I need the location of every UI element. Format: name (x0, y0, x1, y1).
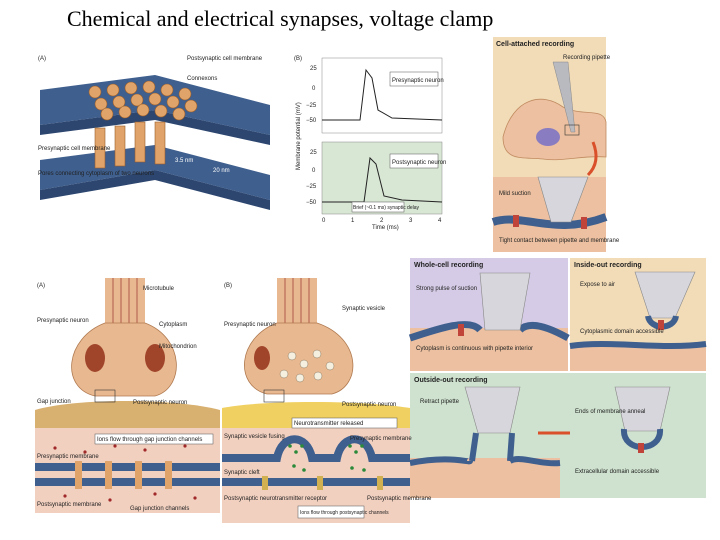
outside-out-panel (410, 373, 706, 498)
x-tick: 2 (380, 218, 384, 224)
postsynaptic-cell (35, 401, 220, 428)
inside-out-panel (570, 258, 706, 371)
panel-label-b2: (B) (224, 283, 232, 289)
cytoplasmic-domain-label: Cytoplasmic domain accessible (580, 329, 664, 335)
top-tick: 25 (310, 66, 317, 72)
x-tick: 4 (438, 218, 442, 224)
channel (513, 215, 519, 227)
ends-anneal-label: Ends of membrane anneal (575, 409, 646, 415)
postsynaptic-neuron-label: Postsynaptic neuron (133, 400, 188, 406)
dimension-label-2: 20 nm (213, 168, 230, 174)
microtubule-label: Microtubule (143, 286, 175, 292)
nucleus (536, 128, 560, 146)
panel-label-a2: (A) (37, 283, 45, 289)
presynaptic-label: Presynaptic neuron (392, 78, 444, 84)
chem-presynaptic-label: Presynaptic neuron (224, 322, 276, 328)
pre-membrane-label: Presynaptic cell membrane (38, 146, 111, 152)
gap-channels-label: Gap junction channels (130, 506, 190, 512)
post-membrane-strip (35, 478, 220, 486)
x-tick: 0 (322, 218, 326, 224)
top-tick: 0 (312, 86, 316, 92)
pre-membrane-strip (35, 463, 220, 471)
chem-postsynaptic-label: Postsynaptic neuron (342, 402, 397, 408)
top-tick: −25 (306, 103, 317, 109)
dimension-label-1: 3.5 nm (175, 158, 194, 164)
top-graph-frame (322, 58, 442, 133)
presynaptic-neuron-label: Presynaptic neuron (37, 318, 89, 324)
x-axis-label: Time (ms) (372, 225, 399, 231)
pre-membrane-label-e: Presynaptic membrane (37, 454, 99, 460)
y-axis-label: Membrane potential (mV) (296, 102, 302, 170)
cell-attached-panel (493, 37, 620, 252)
mitochondrion-label: Mitochondrion (159, 344, 197, 350)
synaptic-cleft-label: Synaptic cleft (224, 470, 260, 476)
connexons-label: Connexons (187, 76, 218, 82)
gap-junction-figure (35, 50, 290, 215)
bottom-tick: 25 (310, 150, 317, 156)
chem-ions-label: Ions flow through postsynaptic channels (300, 510, 389, 516)
cell-attached-title: Cell-attached recording (496, 41, 575, 48)
receptor-label: Postsynaptic neurotransmitter receptor (224, 496, 328, 502)
post-membrane-label-e: Postsynaptic membrane (37, 502, 102, 508)
potential-graphs (292, 50, 450, 230)
postsynaptic-label: Postsynaptic neuron (392, 160, 447, 166)
delay-note: Brief (~0.1 ms) synaptic delay (353, 205, 419, 211)
whole-cell-title: Whole-cell recording (414, 262, 484, 269)
channel (638, 443, 644, 453)
vesicle-fusing-label: Synaptic vesicle fusing (224, 434, 285, 440)
panel-label-b: (B) (294, 56, 302, 62)
axon (105, 278, 145, 328)
chem-mitochondrion (254, 346, 270, 370)
bottom-tick: −25 (306, 184, 317, 190)
nt-released-label: Neurotransmitter released (294, 421, 364, 427)
expose-air-label: Expose to air (580, 282, 616, 288)
channel (458, 324, 464, 336)
panel-label: (A) (38, 56, 46, 62)
chem-axon (277, 278, 317, 328)
extracellular-domain-label: Extracellular domain accessible (575, 469, 660, 475)
page-title: Chemical and electrical synapses, voltage clamp (67, 6, 494, 31)
x-tick: 3 (409, 218, 413, 224)
retract-pipette-label: Retract pipette (420, 399, 460, 405)
mild-suction-label: Mild suction (499, 191, 531, 197)
post-membrane-label: Postsynaptic cell membrane (187, 56, 263, 62)
channel (581, 217, 587, 229)
chemical-synapse-figure (222, 278, 432, 523)
chem-pre-membrane-label: Presynaptic membrane (350, 436, 412, 442)
cytoplasm-label-e: Cytoplasm (159, 322, 188, 328)
synaptic-vesicle-label: Synaptic vesicle (342, 306, 386, 312)
pipette-label: Recording pipette (563, 55, 611, 61)
chem-post-membrane-label: Postsynaptic membrane (367, 496, 432, 502)
ions-flow-label: Ions flow through gap junction channels (97, 437, 203, 443)
gap-junction-label: Gap junction (37, 399, 71, 405)
whole-cell-panel (410, 258, 568, 371)
bottom-tick: −50 (306, 200, 317, 206)
inside-out-title: Inside-out recording (574, 262, 642, 269)
top-tick: −50 (306, 118, 317, 124)
cytoplasm-label: Pores connecting cytoplasm of two neurons (38, 171, 155, 177)
inside-out-membrane (570, 344, 706, 346)
outside-out-title: Outside-out recording (414, 377, 488, 384)
tight-contact-label: Tight contact between pipette and membrane (499, 238, 620, 244)
x-tick: 1 (351, 218, 355, 224)
cytoplasm-continuous-label: Cytoplasm is continuous with pipette interior (416, 346, 534, 352)
strong-pulse-label: Strong pulse of suction (416, 286, 478, 292)
electrical-synapse-figure (35, 278, 220, 513)
mitochondrion (85, 344, 105, 372)
bottom-tick: 0 (312, 168, 316, 174)
